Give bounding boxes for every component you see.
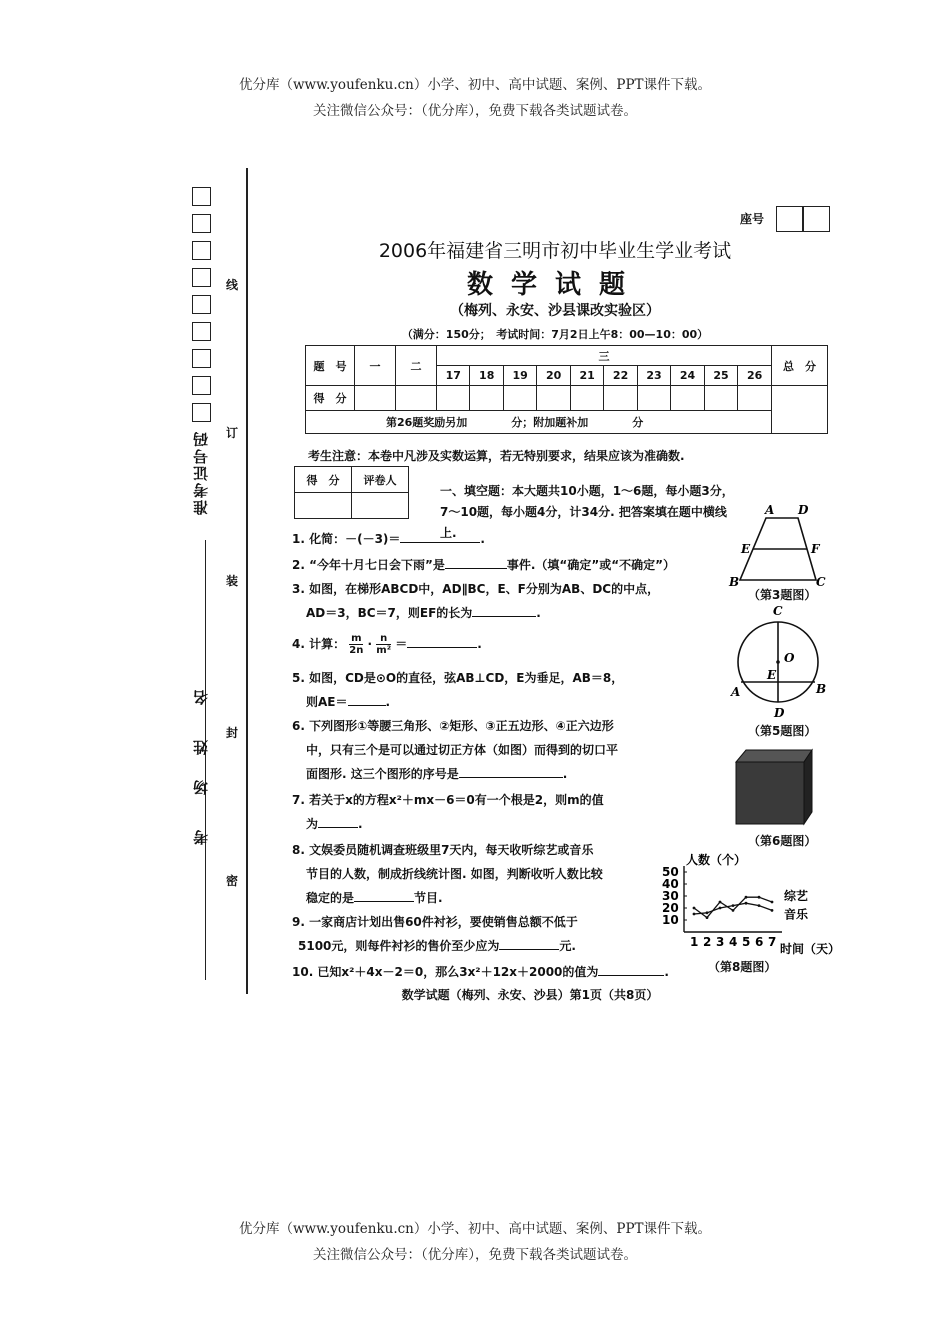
- y-tick-label: 10: [662, 913, 679, 927]
- score-cell[interactable]: [396, 386, 437, 411]
- q8-text-d: 节目.: [414, 891, 443, 905]
- room-label: 考 场: [192, 770, 210, 845]
- trapezoid-figure: [728, 504, 828, 588]
- site-footer: [0, 1216, 950, 1268]
- total-cell[interactable]: [772, 386, 828, 434]
- grader-table: [294, 466, 409, 519]
- q9-text-a: 9. 一家商店计划出售60件衬衫，要使销售总额不低于: [292, 915, 578, 929]
- fraction: [376, 633, 391, 656]
- region-title: （梅列、永安、沙县课改实验区）: [450, 303, 660, 319]
- cube-top: [736, 750, 812, 762]
- answer-blank[interactable]: [318, 814, 358, 828]
- score-cell[interactable]: [704, 386, 737, 411]
- seat-box[interactable]: [803, 206, 830, 232]
- id-box[interactable]: [192, 214, 211, 233]
- seat-label: 座号: [740, 212, 765, 226]
- x-tick-label: 3: [716, 935, 725, 949]
- q7-text-b: 为: [306, 817, 319, 831]
- q8-text-c: 稳定的是: [306, 891, 355, 905]
- denominator: 2n: [349, 645, 364, 656]
- answer-blank[interactable]: [472, 603, 536, 617]
- q2-text-b: 事件.（填“确定”或“不确定”）: [506, 558, 675, 572]
- series-label: 综艺: [784, 889, 809, 903]
- q10-text: 10. 已知x²＋4x－2＝0，那么3x²＋12x＋2000的值为: [292, 965, 599, 979]
- data-point: [771, 901, 774, 904]
- score-cell[interactable]: [437, 386, 470, 411]
- bonus-row: 第26题奖励另加 分；附加题补加 分: [306, 411, 772, 434]
- sub-col: 24: [671, 366, 704, 386]
- data-point: [706, 916, 709, 919]
- id-box[interactable]: [192, 349, 211, 368]
- center-point: [776, 660, 780, 664]
- exam-id-label: 准考证号码: [192, 430, 210, 515]
- data-point: [732, 904, 735, 907]
- header-line-1: 优分库（www.youfenku.cn）小学、初中、高中试题、案例、PPT课件下载。: [238, 77, 712, 93]
- answer-blank[interactable]: [445, 555, 507, 569]
- exam-title: 2006年福建省三明市初中毕业生学业考试: [378, 240, 732, 262]
- score-cell[interactable]: [671, 386, 704, 411]
- answer-blank[interactable]: [407, 634, 477, 648]
- id-box[interactable]: [192, 241, 211, 260]
- cube-side: [804, 750, 812, 824]
- score-cell[interactable]: [503, 386, 536, 411]
- numerator: m: [351, 633, 362, 644]
- q8-text-b: 节目的人数，制成折线统计图. 如图，判断收听人数比较: [306, 867, 603, 881]
- binding-word-mi: 密: [226, 874, 239, 888]
- id-box[interactable]: [192, 268, 211, 287]
- fig6-caption: （第6题图）: [748, 834, 817, 848]
- binding-word-feng: 封: [226, 726, 239, 740]
- score-cell[interactable]: [637, 386, 670, 411]
- question-9: [292, 910, 578, 958]
- id-box[interactable]: [192, 322, 211, 341]
- x-tick-label: 4: [729, 935, 738, 949]
- y-tick-label: 30: [662, 889, 679, 903]
- answer-blank[interactable]: [348, 692, 386, 706]
- id-box[interactable]: [192, 376, 211, 395]
- line-chart: [660, 852, 850, 956]
- col-three: 三: [437, 346, 772, 366]
- site-header: [0, 72, 950, 124]
- trap-label-c: C: [816, 575, 826, 588]
- row-label-score: 得 分: [306, 386, 355, 411]
- q3-text-a: 3. 如图，在梯形ABCD中，AD∥BC，E、F分别为AB、DC的中点，: [292, 582, 660, 596]
- data-point: [706, 911, 709, 914]
- q2-text-a: 2. “今年十月七日会下雨”是: [292, 558, 445, 572]
- data-point: [693, 913, 696, 916]
- y-tick-label: 40: [662, 877, 679, 891]
- q7-text-a: 7. 若关于x的方程x²＋mx－6＝0有一个根是2，则m的值: [292, 793, 604, 807]
- data-point: [719, 907, 722, 910]
- question-5: 5. 如图，CD是⊙O的直径，弦AB⊥CD，E为垂足，AB＝8， 则AE＝ .: [292, 666, 623, 714]
- col-two: 二: [396, 346, 437, 386]
- q4-text: 4. 计算：: [292, 637, 346, 651]
- score-cell[interactable]: [537, 386, 570, 411]
- numerator: n: [376, 633, 391, 645]
- question-2: [292, 553, 675, 577]
- x-tick-label: 7: [768, 935, 777, 949]
- trap-label-f: F: [811, 542, 820, 556]
- x-tick-label: 1: [690, 935, 699, 949]
- q9-text-b: 5100元，则每件衬衫的售价至少应为: [298, 939, 500, 953]
- q9-text-c: 元.: [559, 939, 576, 953]
- sub-col: 25: [704, 366, 737, 386]
- fig3-caption: （第3题图）: [748, 588, 817, 602]
- id-box[interactable]: [192, 295, 211, 314]
- circle-label-e: E: [767, 668, 777, 682]
- q6-text-a: 6. 下列图形①等腰三角形、②矩形、③正五边形、④正六边形: [292, 719, 614, 733]
- denominator: m²: [376, 645, 392, 656]
- question-3: 3. 如图，在梯形ABCD中，AD∥BC，E、F分别为AB、DC的中点， AD＝3，BC＝7，则EF的长为 .: [292, 577, 659, 625]
- sub-col: 18: [470, 366, 503, 386]
- data-point: [732, 909, 735, 912]
- cube-figure: [732, 742, 822, 828]
- binding-line: [246, 168, 248, 994]
- answer-blank[interactable]: [400, 529, 480, 543]
- trap-label-a: A: [765, 504, 775, 517]
- circle-label-d: D: [774, 706, 785, 720]
- total-label: 总 分: [772, 346, 828, 386]
- q3-text-b: AD＝3，BC＝7，则EF的长为: [306, 606, 473, 620]
- trap-label-e: E: [741, 542, 751, 556]
- row-label-question: 题 号: [306, 346, 355, 386]
- y-tick-label: 20: [662, 901, 679, 915]
- fraction: [349, 633, 363, 656]
- col-one: 一: [355, 346, 396, 386]
- fig5-caption: （第5题图）: [748, 724, 817, 738]
- circle-label-c: C: [773, 604, 783, 618]
- binding-word-zhuang: 装: [226, 574, 239, 588]
- footer-line-1: 优分库（www.youfenku.cn）小学、初中、高中试题、案例、PPT课件下载。: [238, 1221, 712, 1237]
- score-cell[interactable]: [355, 386, 396, 411]
- binding-underline: [205, 540, 206, 980]
- data-point: [771, 909, 774, 912]
- x-tick-label: 6: [755, 935, 764, 949]
- chart-ylabel: 人数（个）: [686, 853, 747, 867]
- question-1: 1. 化简：－(－3)＝ .: [292, 527, 485, 551]
- circle-label-a: A: [731, 685, 741, 699]
- y-tick-label: 50: [662, 865, 679, 879]
- answer-blank[interactable]: [598, 962, 664, 976]
- answer-blank[interactable]: [354, 888, 414, 902]
- series-line-0: [694, 897, 772, 917]
- seat-box[interactable]: [776, 206, 803, 232]
- binding-word-line: 线: [226, 278, 239, 292]
- chart-xlabel: 时间（天）: [780, 942, 841, 956]
- grader-name-cell[interactable]: [352, 493, 409, 519]
- cube-front: [736, 762, 804, 824]
- trap-label-b: B: [729, 575, 740, 588]
- sub-col: 22: [604, 366, 637, 386]
- subject-title: 数学试题: [466, 270, 643, 300]
- score-cell[interactable]: [470, 386, 503, 411]
- sub-col: 17: [437, 366, 470, 386]
- score-cell[interactable]: [570, 386, 603, 411]
- answer-blank[interactable]: [499, 936, 559, 950]
- question-10: 10. 已知x²＋4x－2＝0，那么3x²＋12x＋2000的值为 .: [292, 960, 669, 984]
- footer-line-2: 关注微信公众号：（优分库），免费下载各类试题试卷。: [313, 1247, 637, 1263]
- score-cell[interactable]: [738, 386, 772, 411]
- q5-text-a: 5. 如图，CD是⊙O的直径，弦AB⊥CD，E为垂足，AB＝8，: [292, 671, 624, 685]
- question-6: 6. 下列图形①等腰三角形、②矩形、③正五边形、④正六边形 中，只有三个是可以通过切正方体（如图）而得到的切口平 面图形. 这三个图形的序号是 .: [292, 714, 618, 786]
- data-point: [758, 904, 761, 907]
- section-one-heading: 一、填空题：本大题共10小题，1～6题，每小题3分，7～10题，每小题4分，计34分. 把答案填在题中横线上.: [440, 484, 734, 540]
- sub-col: 20: [537, 366, 570, 386]
- fig8-caption: （第8题图）: [708, 960, 777, 974]
- x-tick-label: 2: [703, 935, 712, 949]
- sub-col: 21: [570, 366, 603, 386]
- header-line-2: 关注微信公众号：（优分库），免费下载各类试题试卷。: [313, 103, 637, 119]
- question-4: 4. 计算： $\frac{m}{2n}$ · $\frac{n}{\text{m²}}$ ＝ .: [292, 633, 482, 656]
- page-footer: 数学试题（梅列、永安、沙县）第1页（共8页）: [401, 988, 659, 1002]
- score-table: [305, 345, 828, 434]
- q8-text-a: 8. 文娱委员随机调查班级里7天内，每天收听综艺或音乐: [292, 843, 594, 857]
- grader-score-label: 得 分: [295, 467, 352, 493]
- sub-col: 23: [637, 366, 670, 386]
- q6-text-c: 面图形. 这三个图形的序号是: [306, 767, 459, 781]
- question-8: [292, 838, 603, 910]
- data-point: [719, 901, 722, 904]
- circle-label-o: O: [784, 651, 795, 665]
- exam-notice: 考生注意：本卷中凡涉及实数运算，若无特别要求，结果应该为准确数.: [308, 449, 685, 463]
- q5-text-b: 则AE＝: [306, 695, 348, 709]
- data-point: [758, 896, 761, 899]
- x-tick-label: 5: [742, 935, 751, 949]
- data-point: [745, 902, 748, 905]
- grader-score-cell[interactable]: [295, 493, 352, 519]
- q6-text-b: 中，只有三个是可以通过切正方体（如图）而得到的切口平: [306, 743, 619, 757]
- sub-col: 19: [503, 366, 536, 386]
- trap-label-d: D: [798, 504, 809, 517]
- id-box[interactable]: [192, 187, 211, 206]
- answer-blank[interactable]: [459, 764, 563, 778]
- id-box[interactable]: [192, 403, 211, 422]
- circle-figure: [728, 602, 828, 720]
- data-point: [693, 907, 696, 910]
- sub-col: 26: [738, 366, 772, 386]
- binding-word-ding: 订: [226, 426, 239, 440]
- score-cell[interactable]: [604, 386, 637, 411]
- circle-label-b: B: [816, 682, 827, 696]
- exam-info: （满分：150分； 考试时间：7月2日上午8：00—10：00）: [401, 328, 709, 341]
- series-label: 音乐: [784, 907, 809, 922]
- grader-name-label: 评卷人: [352, 467, 409, 493]
- q1-text: 1. 化简：－(－3)＝: [292, 532, 401, 546]
- data-point: [745, 896, 748, 899]
- question-7: 7. 若关于x的方程x²＋mx－6＝0有一个根是2，则m的值 为 .: [292, 788, 604, 836]
- name-label: 姓 名: [192, 680, 210, 755]
